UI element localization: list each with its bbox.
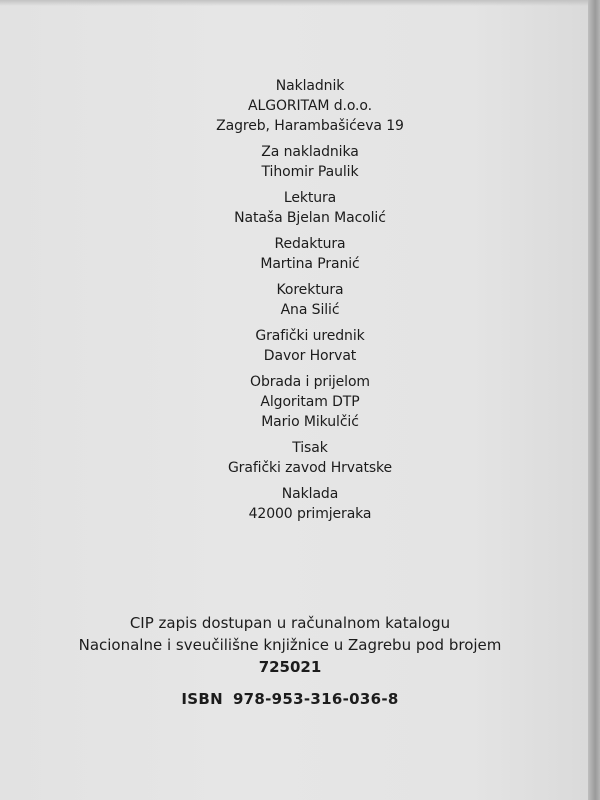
publisher-block — [160, 76, 460, 136]
graphic-editor-name: Davor Horvat — [263, 348, 357, 364]
correction-name: Ana Silić — [280, 302, 340, 318]
top-shadow — [0, 0, 588, 6]
isbn-line — [60, 690, 520, 708]
cip-line-1: CIP zapis dostupan u računalnom katalogu — [129, 614, 451, 632]
cip-number: 725021 — [258, 658, 322, 676]
print-name: Grafički zavod Hrvatske — [227, 460, 393, 476]
edition-copies: 42000 primjeraka — [248, 506, 372, 522]
publisher-heading: Nakladnik — [275, 78, 345, 94]
layout-name-2: Mario Mikulčić — [261, 414, 359, 430]
credits-section — [160, 76, 460, 530]
isbn-value: 978-953-316-036-8 — [232, 690, 399, 708]
cip-record — [60, 612, 520, 678]
layout-name-1: Algoritam DTP — [260, 394, 360, 410]
layout-block — [160, 372, 460, 432]
proofreading-block — [160, 188, 460, 228]
publisher-name: ALGORITAM d.o.o. — [248, 98, 372, 114]
correction-block — [160, 280, 460, 320]
for-publisher-heading: Za nakladnika — [261, 144, 359, 160]
print-heading: Tisak — [292, 440, 328, 456]
for-publisher-name: Tihomir Paulik — [261, 164, 359, 180]
editing-name: Martina Pranić — [260, 256, 360, 272]
edition-heading: Naklada — [281, 486, 339, 502]
editing-block — [160, 234, 460, 274]
print-block — [160, 438, 460, 478]
graphic-editor-block — [160, 326, 460, 366]
editing-heading: Redaktura — [274, 236, 346, 252]
page-edge — [588, 0, 600, 800]
layout-heading: Obrada i prijelom — [250, 374, 370, 390]
cip-line-2: Nacionalne i sveučilišne knjižnice u Zagrebu pod brojem — [78, 636, 502, 654]
edition-block — [160, 484, 460, 524]
correction-heading: Korektura — [276, 282, 344, 298]
isbn-label: ISBN — [181, 690, 223, 708]
proofreading-name: Nataša Bjelan Macolić — [234, 210, 386, 226]
for-publisher-block — [160, 142, 460, 182]
graphic-editor-heading: Grafički urednik — [255, 328, 365, 344]
proofreading-heading: Lektura — [283, 190, 337, 206]
publisher-address: Zagreb, Harambašićeva 19 — [216, 118, 404, 134]
